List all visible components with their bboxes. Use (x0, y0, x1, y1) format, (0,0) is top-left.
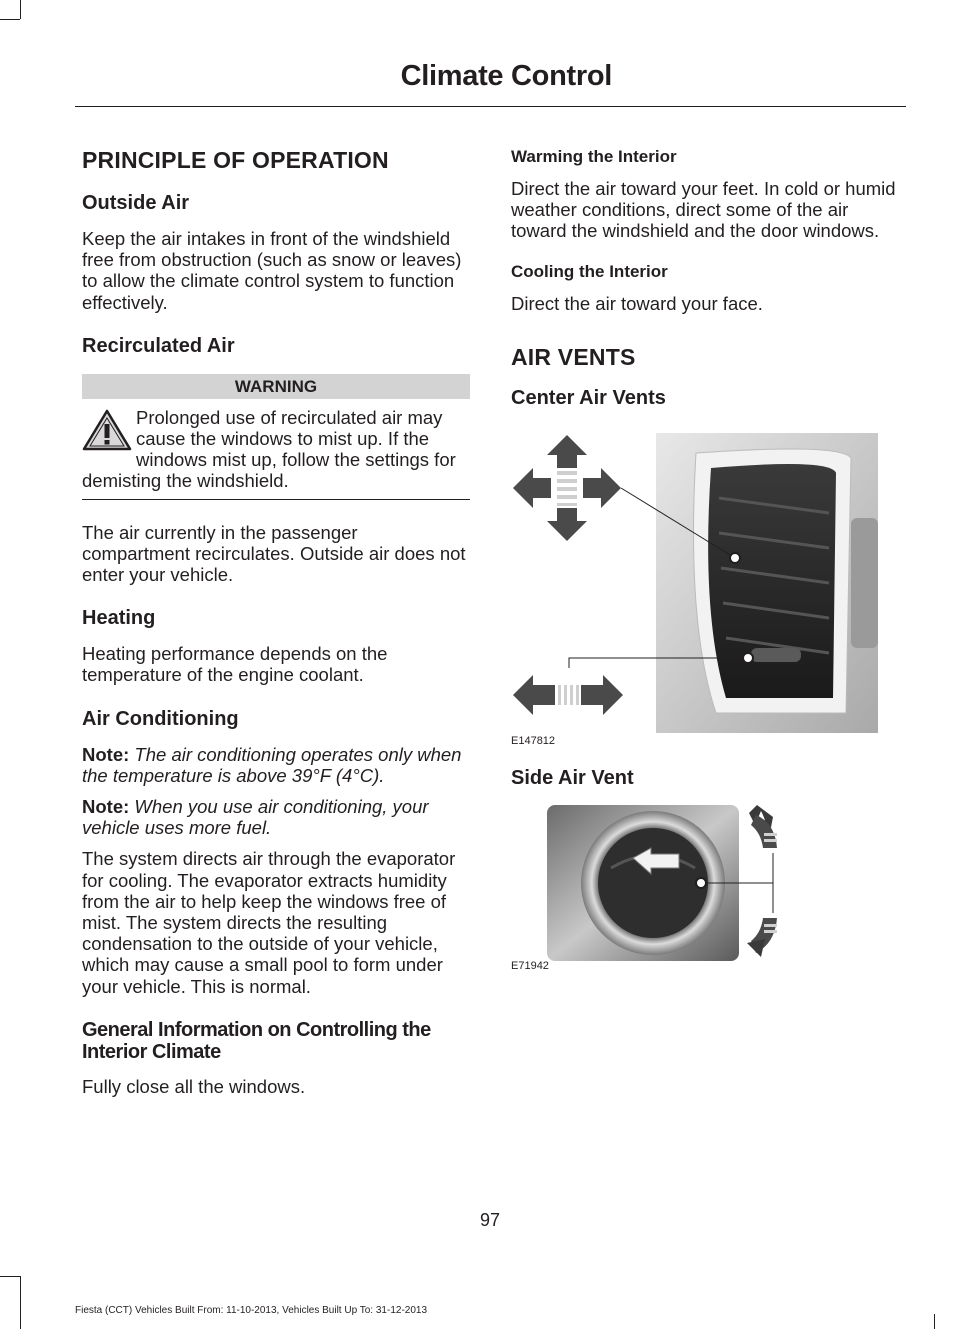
heading-side-air-vent: Side Air Vent (511, 766, 634, 789)
page-number: 97 (479, 1210, 501, 1230)
warning-label: WARNING (82, 374, 470, 399)
recirculated-air-text: The air currently in the passenger compartment recirculates. Outside air does not enter your vehicle. (82, 521, 466, 586)
note-text: When you use air conditioning, your vehicle uses more fuel. (82, 796, 429, 839)
heading-heating: Heating (82, 607, 156, 630)
center-vent-illustration (511, 423, 903, 733)
note-label: Note: (82, 743, 130, 765)
heading-outside-air: Outside Air (82, 192, 190, 214)
warning-text: Prolonged use of recirculated air may cause the windows to mist up. If the windows mist up, follow the settings for demisting the windshield. (82, 406, 456, 492)
crop-mark (934, 1314, 935, 1329)
section-title-principle: PRINCIPLE OF OPERATION (82, 147, 389, 173)
heading-center-air-vents: Center Air Vents (511, 386, 666, 409)
heading-recirculated-air: Recirculated Air (82, 334, 235, 357)
outside-air-text: Keep the air intakes in front of the windshield free from obstruction (such as snow or leaves) to allow the climate control system to function effectively. (82, 228, 462, 313)
crop-mark (20, 0, 21, 19)
left-column (82, 147, 470, 1113)
page-title: Climate Control (400, 60, 612, 92)
note-temperature (82, 744, 470, 786)
crop-mark (0, 1276, 20, 1277)
footer-vehicle-info: Fiesta (CCT) Vehicles Built From: 11-10-2013, Vehicles Built Up To: 31-12-2013 (75, 1305, 428, 1316)
heading-general-information: General Information on Controlling the Interior Climate (82, 1018, 431, 1063)
center-air-vents-figure (511, 423, 903, 753)
note-label: Note: (82, 796, 130, 818)
crop-mark (20, 1276, 21, 1329)
right-column (511, 147, 903, 983)
warning-rule (82, 499, 470, 500)
side-air-vent-figure (511, 803, 903, 983)
warning-triangle-icon (82, 409, 132, 451)
heading-warming-interior: Warming the Interior (511, 147, 677, 166)
warming-interior-text: Direct the air toward your feet. In cold or humid weather conditions, direct some of the air toward the windshield and the door windows. (511, 178, 896, 242)
general-information-text: Fully close all the windows. (82, 1075, 306, 1097)
heating-text: Heating performance depends on the temperature of the engine coolant. (82, 643, 388, 686)
figure-code: E71942 (511, 959, 549, 972)
air-conditioning-text: The system directs air through the evaporator for cooling. The evaporator extracts humidity from the air to help keep the windows free of mist. The system directs the resulting condensation to the outside of your vehicle, which may cause a small pool to form under your vehicle. This is normal. (82, 848, 456, 997)
title-rule (75, 106, 906, 107)
heading-cooling-interior: Cooling the Interior (511, 261, 668, 281)
warning-box (82, 407, 470, 492)
section-title-air-vents: AIR VENTS (511, 343, 636, 370)
heading-air-conditioning: Air Conditioning (82, 707, 239, 730)
figure-code: E147812 (511, 734, 556, 747)
cooling-interior-text: Direct the air toward your face. (511, 292, 763, 314)
crop-mark (0, 19, 20, 20)
note-text: The air conditioning operates only when the temperature is above 39°F (4°C). (82, 743, 462, 786)
side-vent-illustration (511, 803, 903, 963)
note-fuel (82, 796, 470, 838)
